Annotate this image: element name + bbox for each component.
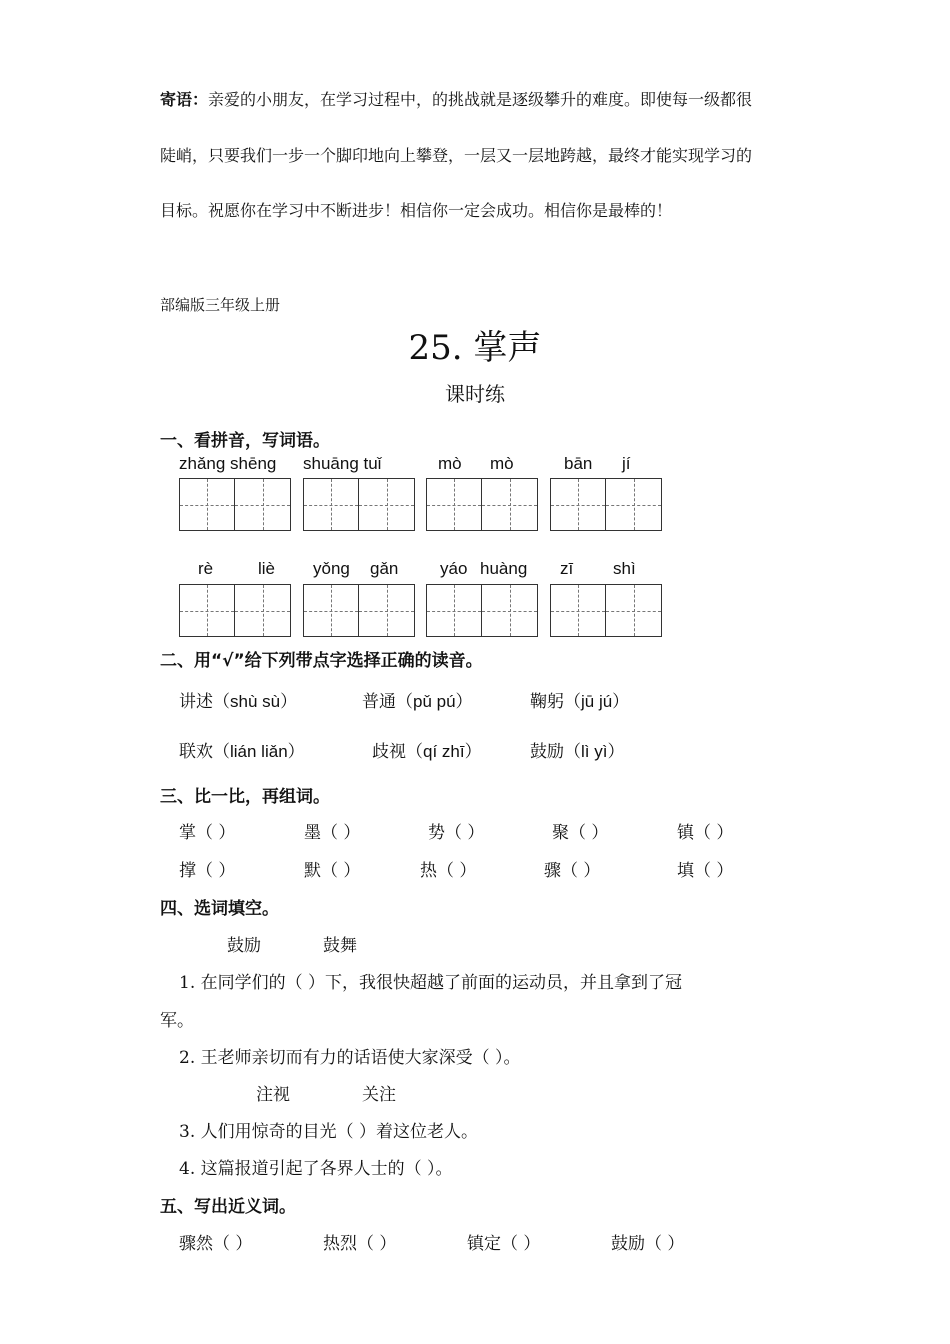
intro-line-3: 目标。祝愿你在学习中不断进步！相信你一定会成功。相信你是最棒的！ — [160, 201, 673, 220]
question-4[interactable]: 4. 这篇报道引起了各界人士的（ ）。 — [179, 1159, 453, 1179]
word-blank[interactable]: 镇（ ） — [677, 823, 734, 843]
word-blank[interactable]: 聚（ ） — [552, 823, 609, 843]
pinyin-label: huàng — [480, 559, 528, 578]
writing-grid[interactable] — [179, 584, 291, 637]
writing-grid[interactable] — [426, 478, 538, 531]
page-subtitle: 课时练 — [445, 382, 505, 406]
word-blank[interactable]: 掌（ ） — [179, 823, 236, 843]
writing-grid[interactable] — [550, 584, 662, 637]
pinyin-label: bān — [564, 454, 593, 473]
synonym-blank[interactable]: 热烈（ ） — [323, 1234, 397, 1254]
page-title: 25. 掌声 — [408, 328, 542, 368]
writing-grid[interactable] — [303, 478, 415, 531]
intro-line-1: 寄语：亲爱的小朋友，在学习过程中，的挑战就是逐级攀升的难度。即使每一级都很 — [160, 90, 753, 109]
word-blank[interactable]: 填（ ） — [677, 861, 734, 881]
intro-line-2: 陡峭，只要我们一步一个脚印地向上攀登，一层又一层地跨越，最终才能实现学习的 — [160, 146, 753, 165]
intro-label: 寄语： — [160, 90, 209, 109]
word-option: 注视 — [256, 1085, 290, 1105]
word-option: 鼓励 — [227, 936, 261, 956]
pinyin-label: liè — [258, 559, 276, 578]
word-blank[interactable]: 墨（ ） — [304, 823, 361, 843]
pinyin-label: jí — [622, 454, 631, 473]
word-option: 鼓舞 — [323, 936, 357, 956]
word-blank[interactable]: 默（ ） — [304, 861, 361, 881]
pinyin-label: gǎn — [370, 559, 399, 578]
section-5-heading: 五、写出近义词。 — [160, 1197, 296, 1217]
question-1[interactable]: 1. 在同学们的（ ）下，我很快超越了前面的运动员，并且拿到了冠 — [179, 973, 683, 993]
reading-choice[interactable]: 歧视（qí zhī） — [372, 742, 482, 762]
reading-choice[interactable]: 普通（pǔ pú） — [362, 692, 473, 712]
writing-grid[interactable] — [303, 584, 415, 637]
synonym-blank[interactable]: 鼓励（ ） — [611, 1234, 685, 1254]
reading-choice[interactable]: 鞠躬（jū jú） — [530, 692, 630, 712]
word-blank[interactable]: 热（ ） — [420, 861, 477, 881]
writing-grid[interactable] — [426, 584, 538, 637]
section-3-heading: 三、比一比，再组词。 — [160, 787, 330, 807]
word-blank[interactable]: 骤（ ） — [544, 861, 601, 881]
pinyin-label: rè — [198, 559, 214, 578]
pinyin-label: zhǎng shēng — [179, 454, 277, 473]
question-2[interactable]: 2. 王老师亲切而有力的话语使大家深受（ ）。 — [179, 1048, 521, 1068]
word-blank[interactable]: 势（ ） — [428, 823, 485, 843]
edition-label: 部编版三年级上册 — [160, 296, 281, 314]
word-blank[interactable]: 撑（ ） — [179, 861, 236, 881]
pinyin-label: zī — [560, 559, 574, 578]
pinyin-label: shuāng tuǐ — [303, 454, 382, 473]
pinyin-label: shì — [613, 559, 636, 578]
reading-choice[interactable]: 联欢（lián liǎn） — [179, 742, 305, 762]
synonym-blank[interactable]: 镇定（ ） — [467, 1234, 541, 1254]
section-2-heading: 二、用“√”给下列带点字选择正确的读音。 — [160, 651, 483, 671]
reading-choice[interactable]: 讲述（shù sù） — [179, 692, 298, 712]
pinyin-label: mò — [438, 454, 462, 473]
section-1-heading: 一、看拼音，写词语。 — [160, 431, 330, 451]
section-4-heading: 四、选词填空。 — [160, 899, 279, 919]
reading-choice[interactable]: 鼓励（lì yì） — [530, 742, 625, 762]
pinyin-label: yǒng — [313, 559, 350, 578]
synonym-blank[interactable]: 骤然（ ） — [179, 1234, 253, 1254]
pinyin-label: yáo — [440, 559, 468, 578]
writing-grid[interactable] — [179, 478, 291, 531]
question-3[interactable]: 3. 人们用惊奇的目光（ ）着这位老人。 — [179, 1122, 479, 1142]
writing-grid[interactable] — [550, 478, 662, 531]
word-option: 关注 — [362, 1085, 396, 1105]
pinyin-label: mò — [490, 454, 514, 473]
question-1-continued: 军。 — [160, 1011, 194, 1031]
